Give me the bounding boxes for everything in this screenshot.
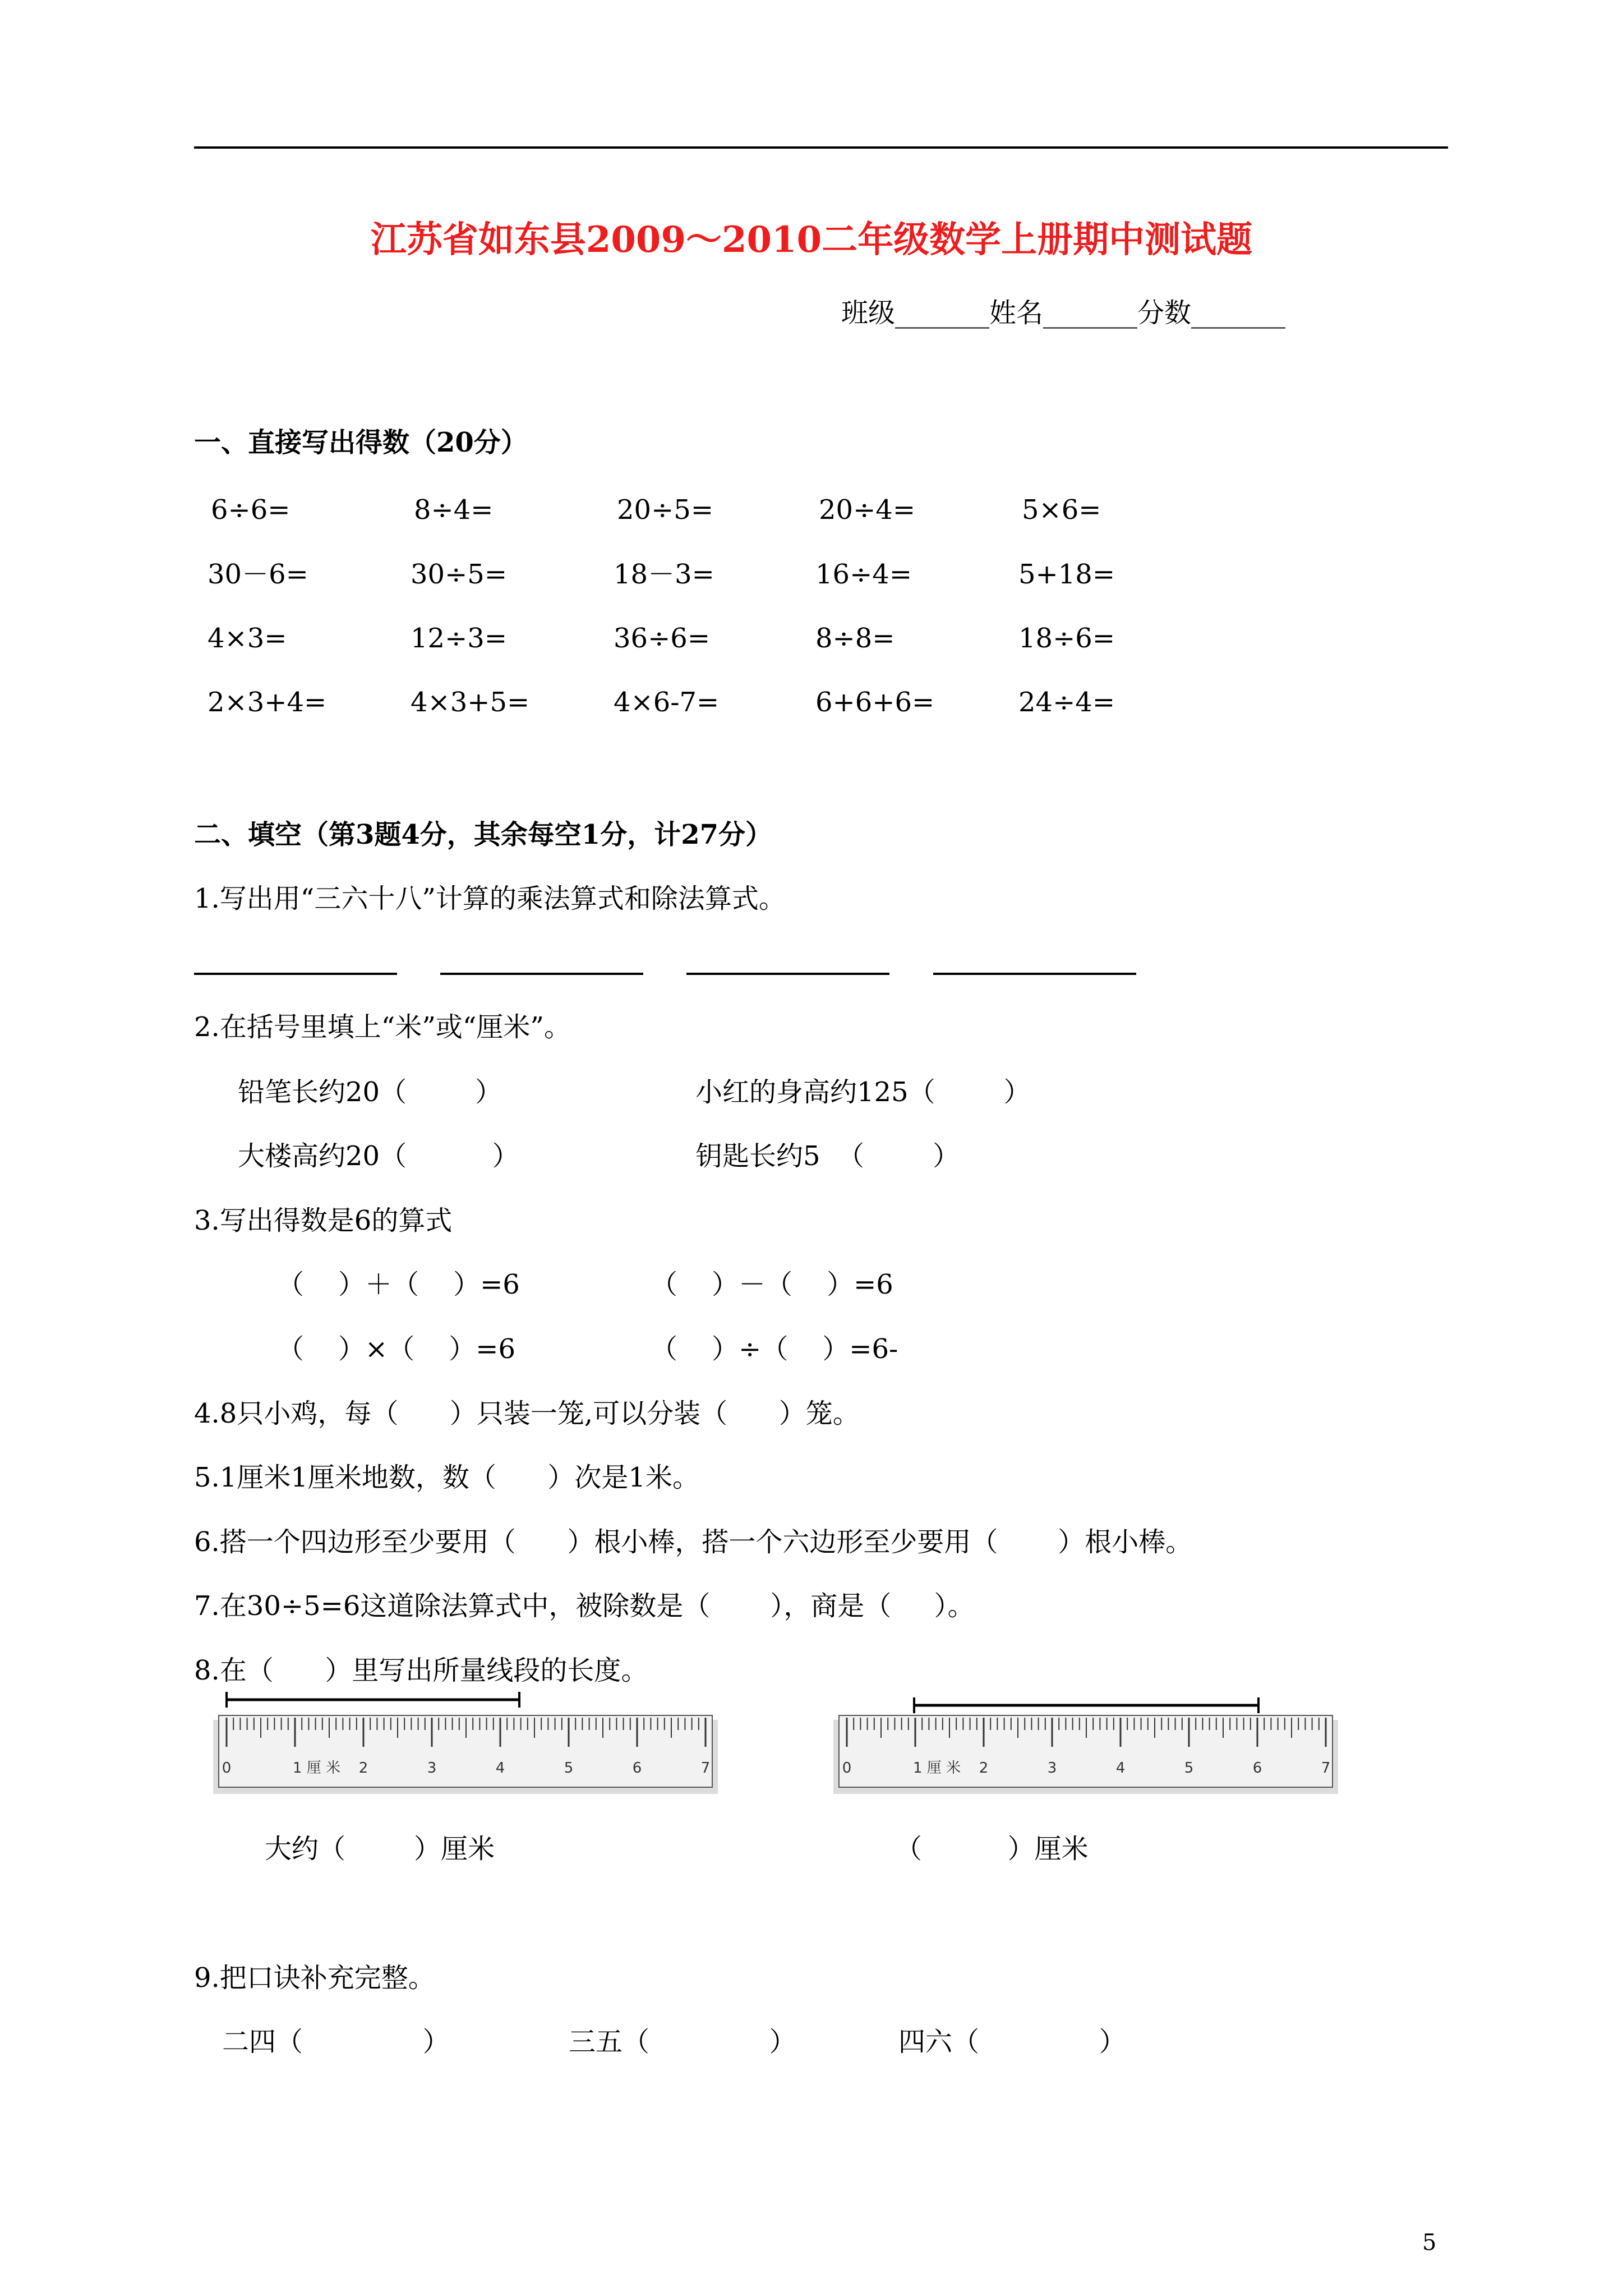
calc-item: 24÷4= [1018, 687, 1115, 718]
question-1: 1.写出用“三六十八”计算的乘法算式和除法算式。 [194, 883, 786, 914]
ruler-label: 0 [222, 1760, 232, 1777]
calc-item: 4×3+5= [411, 687, 530, 718]
question-9-item: 四六（ ） [898, 2026, 1126, 2058]
question-3-item: （ ）＋（ ）=6 [277, 1269, 520, 1300]
ruler-label: 2 [979, 1760, 989, 1777]
ruler-2-answer: （ ）厘米 [895, 1833, 1089, 1865]
answer-line [440, 973, 643, 975]
ruler-label: 3 [1047, 1760, 1057, 1777]
calc-item: 2×3+4= [208, 687, 327, 718]
ruler-label: 6 [1252, 1760, 1262, 1777]
ruler-label: 0 [842, 1760, 852, 1777]
ruler-label: 4 [1115, 1760, 1126, 1777]
question-9-item: 二四（ ） [222, 2026, 450, 2058]
ruler-label: 1 厘 米 [293, 1760, 341, 1777]
question-3: 3.写出得数是6的算式 [194, 1205, 453, 1236]
ruler-label: 5 [1184, 1760, 1194, 1777]
header-rule [194, 146, 1448, 149]
ruler-label: 3 [427, 1760, 437, 1777]
question-3-item: （ ）－（ ）=6 [651, 1269, 893, 1300]
calc-item: 30－6= [208, 559, 308, 590]
answer-line [933, 973, 1136, 975]
question-2-item: 铅笔长约20（ ） [238, 1076, 502, 1108]
ruler-label: 5 [564, 1760, 574, 1777]
question-2-item: 小红的身高约125（ ） [695, 1076, 1031, 1108]
calc-item: 18÷6= [1018, 623, 1115, 654]
question-4: 4.8只小鸡，每（ ）只装一笼,可以分装（ ）笼。 [194, 1398, 860, 1429]
calc-item: 30÷5= [411, 559, 508, 590]
calc-item: 20÷4= [819, 494, 916, 526]
calc-item: 4×3= [208, 623, 287, 654]
question-3-item: （ ）÷（ ）=6- [651, 1333, 898, 1365]
student-info-line: 班级_______姓名_______分数_______ [841, 297, 1286, 329]
question-2: 2.在括号里填上“米”或“厘米”。 [194, 1011, 571, 1043]
ruler-label: 7 [700, 1760, 711, 1777]
ruler-label: 1 厘 米 [913, 1760, 961, 1777]
calc-item: 8÷8= [815, 623, 895, 654]
ruler-label: 6 [632, 1760, 642, 1777]
question-9: 9.把口诀补充完整。 [194, 1962, 435, 1994]
question-6: 6.搭一个四边形至少要用（ ）根小棒，搭一个六边形至少要用（ ）根小棒。 [194, 1526, 1193, 1558]
page-number: 5 [1422, 2230, 1437, 2256]
answer-line [686, 973, 889, 975]
calc-item: 6+6+6= [815, 687, 935, 718]
ruler-1-answer: 大约（ ）厘米 [265, 1833, 495, 1865]
ruler-figure-1 [208, 1688, 718, 1795]
question-2-item: 钥匙长约5 （ ） [695, 1140, 960, 1172]
section-2-heading: 二、填空（第3题4分，其余每空1分，计27分） [194, 819, 772, 850]
page-title: 江苏省如东县2009～2010二年级数学上册期中测试题 [370, 219, 1253, 261]
question-7: 7.在30÷5=6这道除法算式中，被除数是（ ），商是（ ）。 [194, 1590, 975, 1622]
answer-line [194, 973, 397, 975]
question-9-item: 三五（ ） [569, 2026, 796, 2058]
calc-item: 6÷6= [211, 494, 291, 526]
calc-item: 18－3= [614, 559, 714, 590]
ruler-figure-2 [828, 1688, 1338, 1795]
calc-item: 20÷5= [617, 494, 714, 526]
section-1-heading: 一、直接写出得数（20分） [194, 427, 528, 458]
ruler-label: 2 [358, 1760, 368, 1777]
calc-item: 4×6-7= [614, 687, 720, 718]
ruler-label: 7 [1321, 1760, 1331, 1777]
calc-item: 16÷4= [815, 559, 912, 590]
calc-item: 5+18= [1018, 559, 1115, 590]
ruler-label: 4 [495, 1760, 505, 1777]
question-5: 5.1厘米1厘米地数，数（ ）次是1米。 [194, 1462, 699, 1493]
calc-item: 8÷4= [414, 494, 494, 526]
calc-item: 12÷3= [411, 623, 508, 654]
question-3-item: （ ）×（ ）=6 [277, 1333, 516, 1365]
calc-item: 5×6= [1022, 494, 1101, 526]
question-8: 8.在（ ）里写出所量线段的长度。 [194, 1655, 648, 1686]
calc-item: 36÷6= [614, 623, 711, 654]
question-2-item: 大楼高约20（ ） [238, 1140, 519, 1172]
